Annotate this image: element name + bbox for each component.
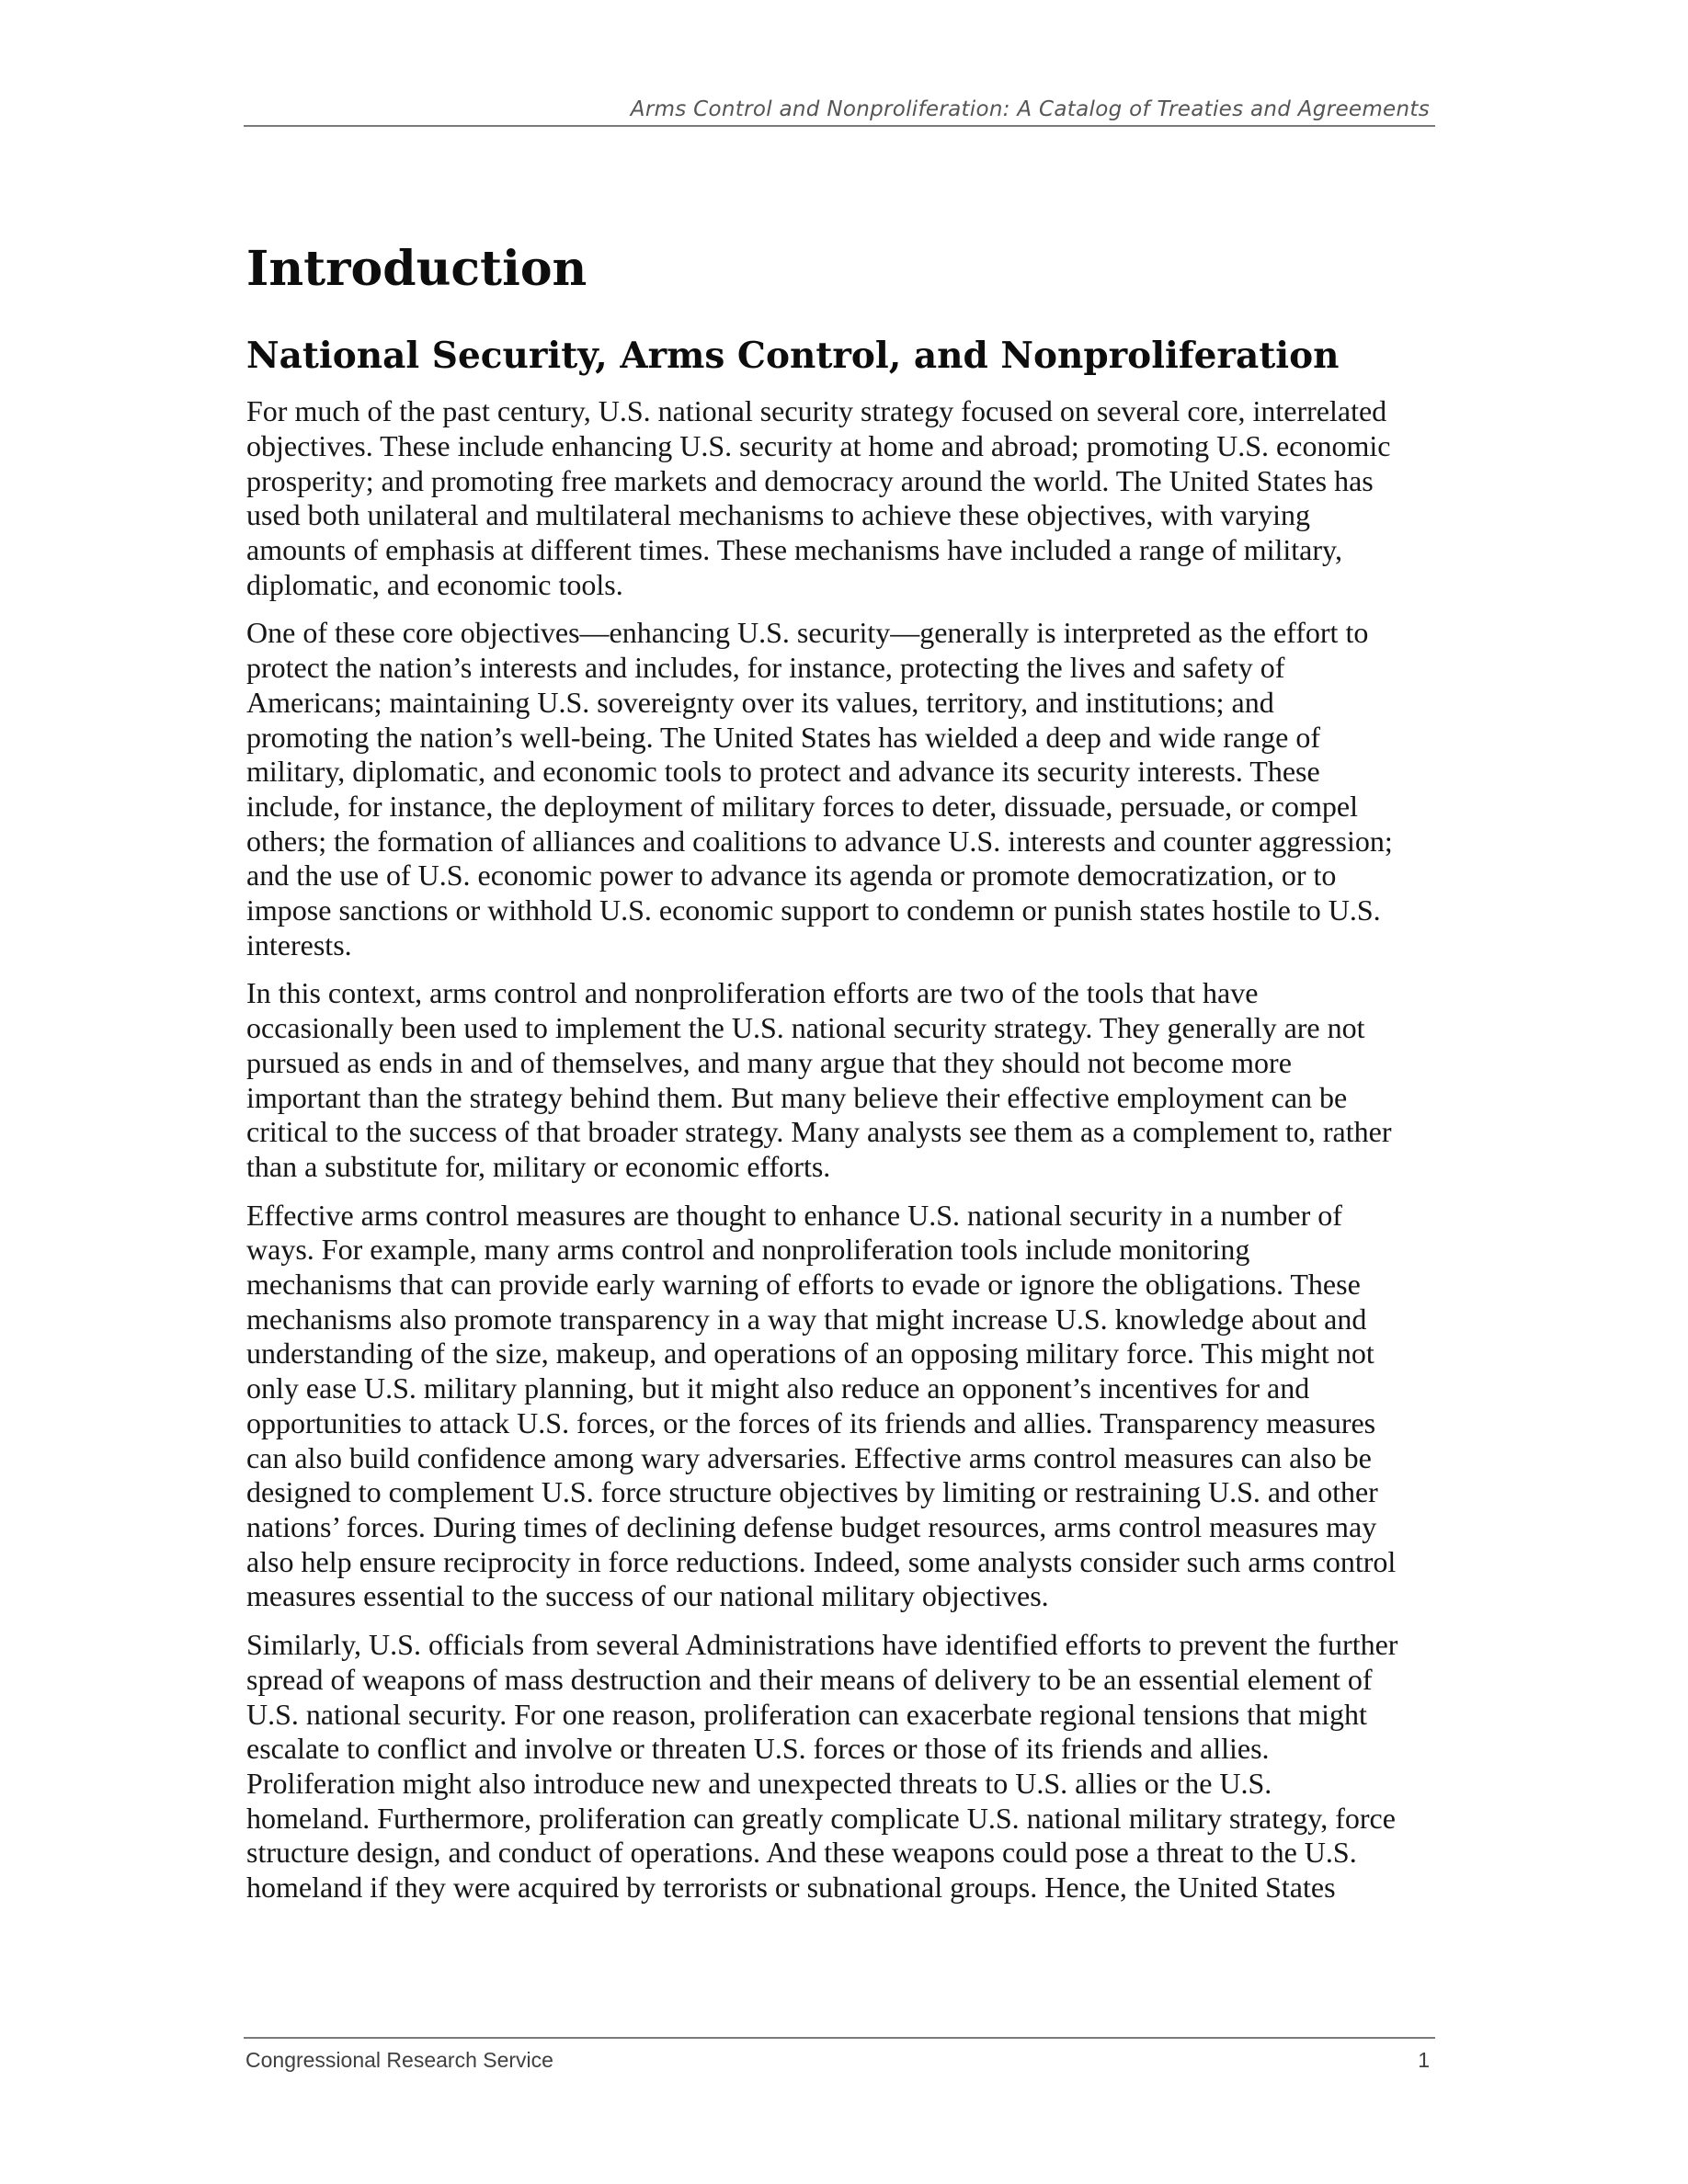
paragraph-line: One of these core objectives—enhancing U.S. security—generally is interpreted as the effort to bbox=[246, 616, 1369, 650]
paragraph-line: only ease U.S. military planning, but it might also reduce an opponent’s incentives for and bbox=[246, 1371, 1310, 1405]
paragraph-line: Similarly, U.S. officials from several Administrations have identified efforts to prevent the further bbox=[246, 1628, 1398, 1662]
paragraph bbox=[246, 1628, 1442, 1905]
paragraph-line: critical to the success of that broader strategy. Many analysts see them as a complement to, rather bbox=[246, 1115, 1392, 1149]
paragraph-line: and the use of U.S. economic power to advance its agenda or promote democratization, or to bbox=[246, 859, 1337, 893]
running-footer bbox=[244, 2037, 1435, 2072]
running-header-title: Arms Control and Nonproliferation: A Catalog of Treaties and Agreements bbox=[630, 97, 1430, 121]
paragraph bbox=[246, 1199, 1442, 1614]
paragraph-line: used both unilateral and multilateral mechanisms to achieve these objectives, with varying bbox=[246, 498, 1310, 532]
paragraph-line: protect the nation’s interests and includes, for instance, protecting the lives and safety of bbox=[246, 651, 1285, 685]
paragraph-line: designed to complement U.S. force structure objectives by limiting or restraining U.S. and other bbox=[246, 1475, 1378, 1509]
paragraph-line: ways. For example, many arms control and nonproliferation tools include monitoring bbox=[246, 1233, 1250, 1267]
paragraph-line: understanding of the size, makeup, and operations of an opposing military force. This might not bbox=[246, 1337, 1374, 1371]
paragraph-line: pursued as ends in and of themselves, and many argue that they should not become more bbox=[246, 1045, 1292, 1079]
paragraph-line: also help ensure reciprocity in force reductions. Indeed, some analysts consider such arms control bbox=[246, 1544, 1397, 1578]
paragraph-line: prosperity; and promoting free markets and democracy around the world. The United States has bbox=[246, 463, 1374, 497]
paragraph-line: important than the strategy behind them. But many believe their effective employment can be bbox=[246, 1080, 1348, 1114]
paragraph-line: occasionally been used to implement the U.S. national security strategy. They generally are not bbox=[246, 1011, 1365, 1045]
paragraph bbox=[246, 616, 1442, 962]
paragraph-line: structure design, and conduct of operations. And these weapons could pose a threat to the U.S. bbox=[246, 1836, 1357, 1870]
page-number: 1 bbox=[1418, 2048, 1430, 2072]
paragraph-line: mechanisms that can provide early warning of efforts to evade or ignore the obligations. These bbox=[246, 1268, 1361, 1302]
paragraph-line: others; the formation of alliances and coalitions to advance U.S. interests and counter aggression; bbox=[246, 824, 1393, 858]
subsection-heading: National Security, Arms Control, and Nonproliferation bbox=[246, 335, 1340, 378]
paragraph-line: nations’ forces. During times of declining defense budget resources, arms control measures may bbox=[246, 1509, 1377, 1543]
paragraph-line: than a substitute for, military or economic efforts. bbox=[246, 1149, 831, 1183]
paragraph-line: measures essential to the success of our national military objectives. bbox=[246, 1579, 1049, 1613]
paragraph-line: escalate to conflict and involve or threaten U.S. forces or those of its friends and allies. bbox=[246, 1732, 1270, 1766]
footer-publisher: Congressional Research Service bbox=[245, 2048, 553, 2072]
paragraph-line: promoting the nation’s well-being. The United States has wielded a deep and wide range of bbox=[246, 720, 1320, 754]
paragraph bbox=[246, 976, 1442, 1184]
paragraph-line: In this context, arms control and nonproliferation efforts are two of the tools that have bbox=[246, 976, 1259, 1010]
paragraph-line: amounts of emphasis at different times. These mechanisms have included a range of military, bbox=[246, 533, 1342, 566]
paragraph-line: Americans; maintaining U.S. sovereignty over its values, territory, and institutions; and bbox=[246, 685, 1274, 719]
paragraph bbox=[246, 394, 1442, 602]
paragraph-line: spread of weapons of mass destruction and their means of delivery to be an essential element of bbox=[246, 1662, 1373, 1696]
paragraph-line: interests. bbox=[246, 927, 352, 961]
paragraph-line: Proliferation might also introduce new and unexpected threats to U.S. allies or the U.S. bbox=[246, 1766, 1272, 1800]
paragraph-line: can also build confidence among wary adversaries. Effective arms control measures can also be bbox=[246, 1440, 1372, 1474]
paragraph-line: objectives. These include enhancing U.S. security at home and abroad; promoting U.S. economic bbox=[246, 428, 1391, 462]
body-text bbox=[246, 394, 1442, 1905]
paragraph-line: military, diplomatic, and economic tools to protect and advance its security interests. These bbox=[246, 755, 1320, 789]
page-content bbox=[246, 241, 1442, 1919]
paragraph-line: homeland. Furthermore, proliferation can greatly complicate U.S. national military strategy, force bbox=[246, 1801, 1396, 1835]
paragraph-line: homeland if they were acquired by terrorists or subnational groups. Hence, the United States bbox=[246, 1871, 1336, 1905]
paragraph-line: U.S. national security. For one reason, proliferation can exacerbate regional tensions that might bbox=[246, 1697, 1367, 1731]
paragraph-line: diplomatic, and economic tools. bbox=[246, 567, 623, 601]
paragraph-line: include, for instance, the deployment of military forces to deter, dissuade, persuade, or compel bbox=[246, 789, 1358, 823]
paragraph-line: For much of the past century, U.S. national security strategy focused on several core, interrelated bbox=[246, 394, 1387, 428]
paragraph-line: Effective arms control measures are thought to enhance U.S. national security in a number of bbox=[246, 1198, 1342, 1232]
running-header bbox=[244, 96, 1435, 127]
paragraph-line: impose sanctions or withhold U.S. economic support to condemn or punish states hostile to U.S. bbox=[246, 893, 1381, 927]
paragraph-line: mechanisms also promote transparency in a way that might increase U.S. knowledge about and bbox=[246, 1302, 1367, 1336]
section-heading: Introduction bbox=[246, 241, 587, 297]
paragraph-line: opportunities to attack U.S. forces, or the forces of its friends and allies. Transparency measures bbox=[246, 1405, 1376, 1439]
